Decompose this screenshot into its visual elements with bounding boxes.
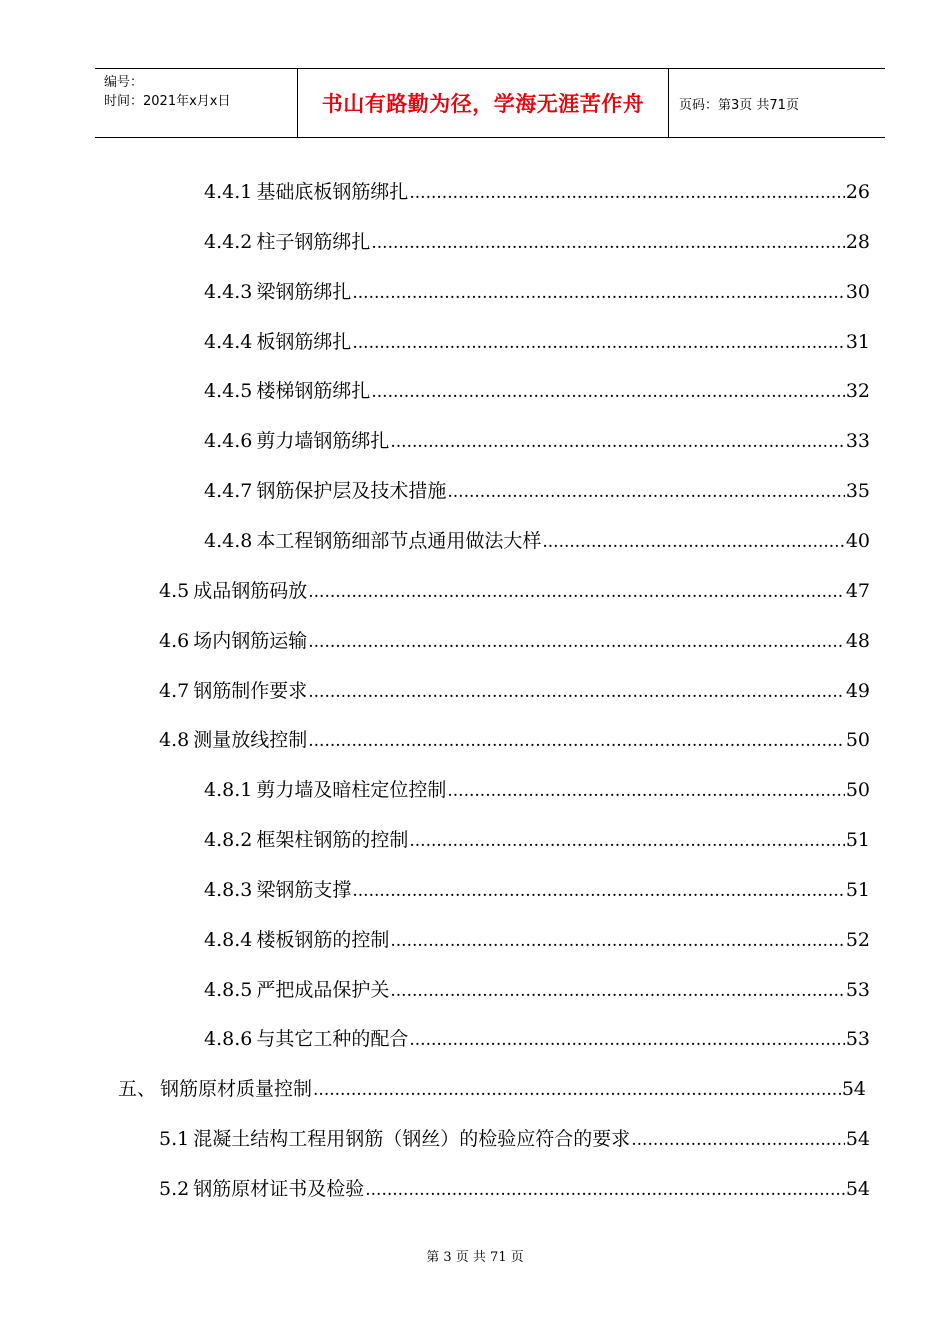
toc-entry-number: 4.8.3	[204, 879, 253, 901]
toc-entry-page: 48	[845, 630, 870, 652]
toc-entry-title: 严把成品保护关	[256, 979, 390, 1001]
toc-entry-page: 49	[845, 680, 870, 702]
toc-entry-title: 成品钢筋码放	[193, 580, 308, 602]
toc-entry[interactable]	[159, 727, 870, 753]
toc-entry-page: 30	[845, 281, 870, 303]
toc-leader-dots	[308, 679, 845, 705]
toc-entry[interactable]	[204, 279, 870, 305]
toc-leader-dots	[390, 978, 844, 1004]
toc-entry-number: 4.4.3	[204, 281, 253, 303]
toc-leader-dots	[390, 928, 844, 954]
toc-entry[interactable]	[159, 1176, 870, 1202]
toc-entry-number: 5.2	[159, 1178, 190, 1200]
toc-entry-page: 26	[845, 181, 870, 203]
toc-entry-number: 4.5	[159, 580, 190, 602]
toc-leader-dots	[308, 728, 845, 754]
page-header	[95, 68, 885, 138]
toc-entry-title: 楼板钢筋的控制	[256, 929, 390, 951]
toc-leader-dots	[371, 230, 844, 256]
toc-leader-dots	[390, 429, 844, 455]
toc-entry-page: 33	[845, 430, 870, 452]
toc-entry-number: 4.4.6	[204, 430, 253, 452]
toc-entry-page: 54	[841, 1078, 866, 1100]
header-meta	[95, 69, 297, 137]
header-motto: 书山有路勤为径，学海无涯苦作舟	[297, 69, 669, 137]
toc-entry-page: 31	[845, 331, 870, 353]
toc-leader-dots	[371, 379, 844, 405]
toc-entry[interactable]	[204, 927, 870, 953]
toc-entry-page: 40	[845, 530, 870, 552]
toc-entry[interactable]	[204, 528, 870, 554]
toc-leader-dots	[352, 280, 844, 306]
toc-entry-page: 54	[845, 1128, 870, 1150]
toc-entry-number: 5.1	[159, 1128, 190, 1150]
toc-entry-number: 4.8.2	[204, 829, 253, 851]
toc-entry-title: 混凝土结构工程用钢筋（钢丝）的检验应符合的要求	[193, 1128, 631, 1150]
toc-entry-page: 54	[845, 1178, 870, 1200]
toc-entry[interactable]	[204, 827, 870, 853]
toc-entry[interactable]	[204, 329, 870, 355]
toc-entry-page: 51	[845, 879, 870, 901]
toc-entry[interactable]	[159, 628, 870, 654]
toc-entry-page: 52	[845, 929, 870, 951]
toc-leader-dots	[447, 778, 844, 804]
page-footer: 第 3 页 共 71 页	[426, 1250, 524, 1265]
toc-leader-dots	[447, 479, 844, 505]
toc-entry[interactable]	[159, 678, 870, 704]
toc-entry-title: 本工程钢筋细部节点通用做法大样	[256, 530, 542, 552]
toc-entry[interactable]	[204, 478, 870, 504]
toc-entry-page: 35	[845, 480, 870, 502]
toc-leader-dots	[409, 180, 844, 206]
toc-entry-title: 钢筋原材质量控制	[160, 1078, 313, 1100]
time-label: 时间：2021年x月x日	[104, 94, 231, 109]
toc-entry[interactable]	[204, 229, 870, 255]
toc-entry-number: 4.4.2	[204, 231, 253, 253]
header-page-info: 页码：第3页 共71页	[679, 97, 799, 113]
toc-leader-dots	[409, 1027, 844, 1053]
serial-label: 编号：	[104, 75, 144, 90]
toc-entry[interactable]	[204, 877, 870, 903]
toc-entry[interactable]	[118, 1076, 866, 1102]
toc-entry-title: 钢筋保护层及技术措施	[256, 480, 447, 502]
toc-entry[interactable]	[159, 578, 870, 604]
toc-entry[interactable]	[204, 977, 870, 1003]
toc-entry-page: 53	[845, 1028, 870, 1050]
toc-leader-dots	[409, 828, 844, 854]
toc-entry-title: 框架柱钢筋的控制	[256, 829, 409, 851]
toc-leader-dots	[542, 529, 844, 555]
toc-entry-number: 4.4.5	[204, 380, 253, 402]
toc-entry-title: 剪力墙及暗柱定位控制	[256, 779, 447, 801]
toc-entry[interactable]	[204, 378, 870, 404]
toc-leader-dots	[308, 579, 845, 605]
toc-entry-page: 50	[845, 779, 870, 801]
toc-entry-page: 47	[845, 580, 870, 602]
toc-entry-number: 4.4.7	[204, 480, 253, 502]
toc-leader-dots	[365, 1177, 845, 1203]
toc-entry-page: 28	[845, 231, 870, 253]
toc-entry-page: 53	[845, 979, 870, 1001]
toc-entry-title: 剪力墙钢筋绑扎	[256, 430, 390, 452]
toc-entry-title: 柱子钢筋绑扎	[256, 231, 371, 253]
toc-entry-number: 4.8.1	[204, 779, 253, 801]
toc-entry-title: 钢筋原材证书及检验	[193, 1178, 365, 1200]
toc-entry[interactable]	[204, 179, 870, 205]
toc-entry-title: 测量放线控制	[193, 729, 308, 751]
toc-entry-title: 楼梯钢筋绑扎	[256, 380, 371, 402]
toc-entry-page: 50	[845, 729, 870, 751]
toc-entry-number: 4.8.6	[204, 1028, 253, 1050]
toc-entry-title: 钢筋制作要求	[193, 680, 308, 702]
toc-entry[interactable]	[204, 777, 870, 803]
toc-entry-number: 4.7	[159, 680, 190, 702]
toc-entry[interactable]	[204, 428, 870, 454]
toc-entry-title: 梁钢筋绑扎	[256, 281, 352, 303]
toc-entry-number: 4.8	[159, 729, 190, 751]
toc-entry-title: 板钢筋绑扎	[256, 331, 352, 353]
toc-entry-title: 与其它工种的配合	[256, 1028, 409, 1050]
toc-leader-dots	[352, 330, 844, 356]
toc-entry-page: 32	[845, 380, 870, 402]
toc-entry-title: 梁钢筋支撑	[256, 879, 352, 901]
toc-entry-number: 五、	[118, 1078, 157, 1100]
toc-leader-dots	[352, 878, 844, 904]
toc-entry-number: 4.8.4	[204, 929, 253, 951]
toc-entry-page: 51	[845, 829, 870, 851]
toc-entry-title: 基础底板钢筋绑扎	[256, 181, 409, 203]
toc-entry-number: 4.8.5	[204, 979, 253, 1001]
toc-entry-number: 4.6	[159, 630, 190, 652]
toc-leader-dots	[308, 629, 845, 655]
toc-entry-number: 4.4.8	[204, 530, 253, 552]
toc-leader-dots	[313, 1077, 841, 1103]
toc-leader-dots	[631, 1127, 845, 1153]
toc-entry[interactable]	[159, 1126, 870, 1152]
toc-entry-number: 4.4.1	[204, 181, 253, 203]
toc-entry-title: 场内钢筋运输	[193, 630, 308, 652]
toc-entry-number: 4.4.4	[204, 331, 253, 353]
toc-entry[interactable]	[204, 1026, 870, 1052]
